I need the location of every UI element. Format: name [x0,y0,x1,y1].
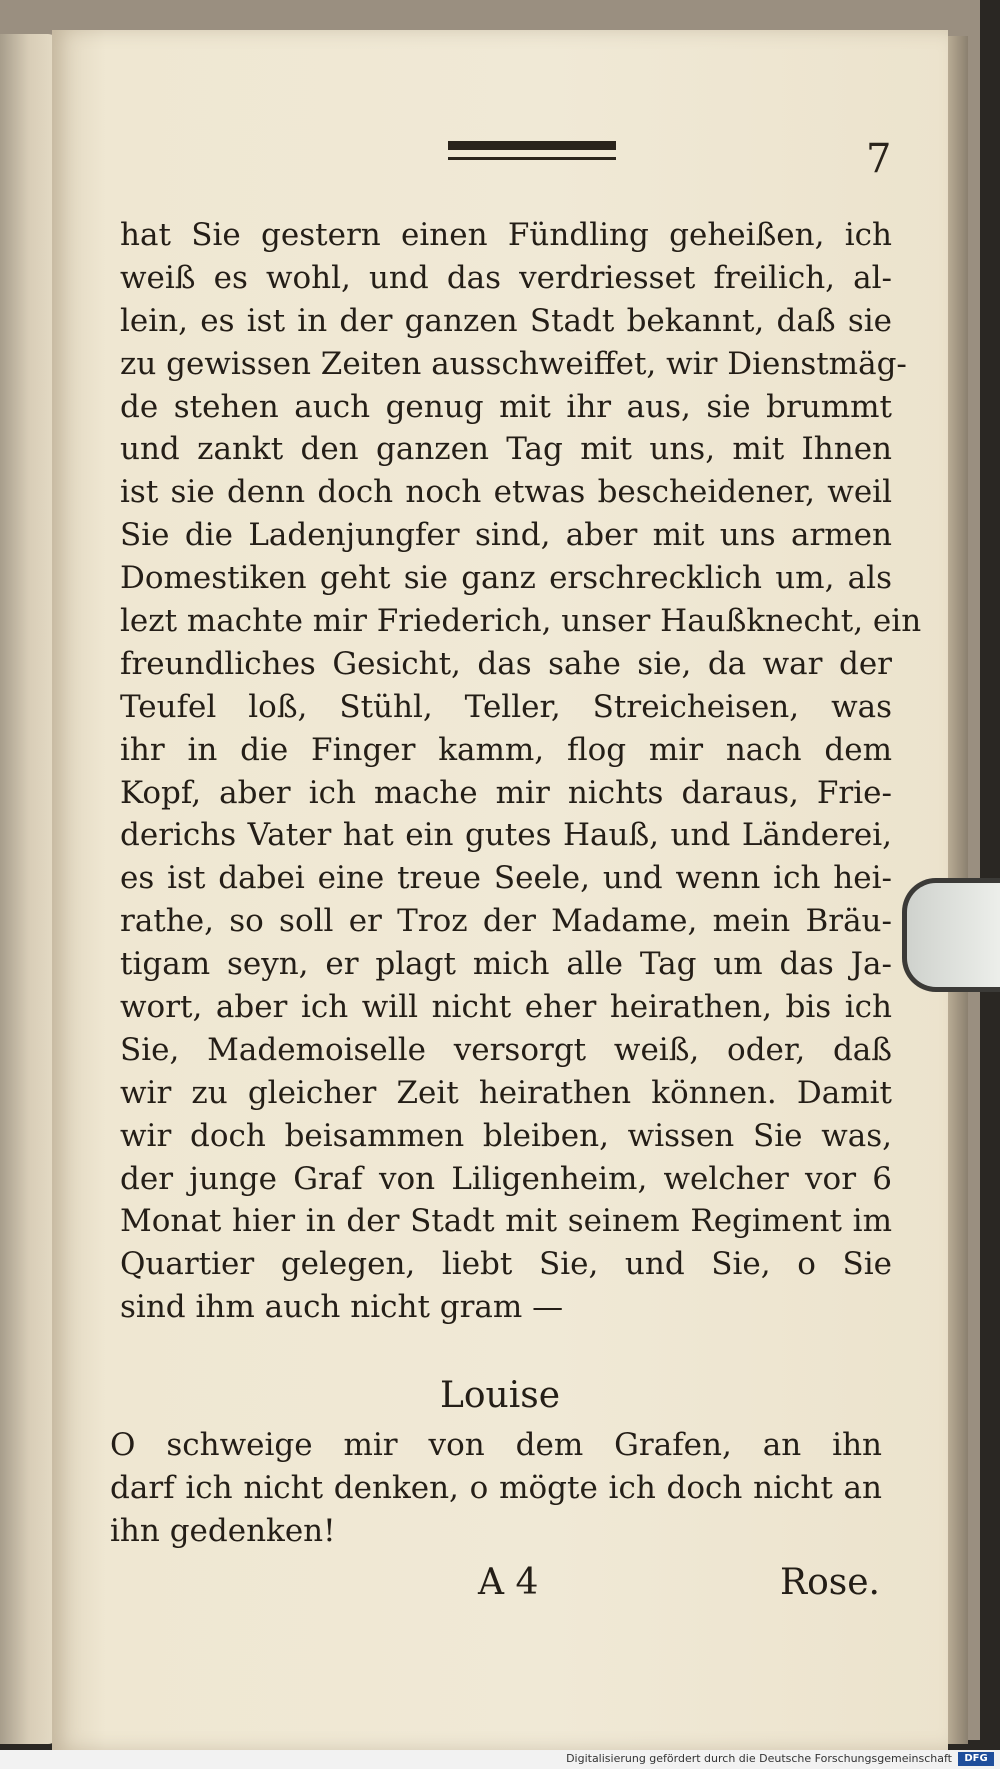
text-line: es ist dabei eine treue Seele, und wenn ich hei- [120,860,892,897]
text-line: Teufel loß, Stühl, Teller, Streicheisen, was [120,688,892,725]
text-line: wort, aber ich will nicht eher heirathen, bis ich [120,989,892,1026]
text-line: wir doch beisammen bleiben, wissen Sie was, [120,1117,892,1154]
text-line: lezt machte mir Friederich, unser Haußknecht, ein [120,603,922,640]
text-line: Monat hier in der Stadt mit seinem Regiment im [120,1203,892,1240]
speech-line: darf ich nicht denken, o mögte ich doch nicht an [110,1469,882,1506]
bookmark-clip [902,878,1000,992]
text-line: Quartier gelegen, liebt Sie, und Sie, o Sie [120,1246,892,1283]
text-line: wir zu gleicher Zeit heirathen können. Damit [120,1074,892,1111]
text-line: ist sie denn doch noch etwas bescheidener, weil [120,474,892,511]
signature-mark: A 4 [478,1562,539,1603]
text-line: Sie die Ladenjungfer sind, aber mit uns armen [120,517,892,554]
digitization-credit: Digitalisierung gefördert durch die Deutsche Forschungsgemeinschaft [566,1752,952,1765]
text-line: freundliches Gesicht, das sahe sie, da war der [120,645,892,682]
speaker-name: Louise [439,1375,561,1416]
text-line: lein, es ist in der ganzen Stadt bekannt, daß sie [120,302,892,339]
speech-line: O schweige mir von dem Grafen, an ihn [110,1427,882,1463]
page-number: 7 [866,136,892,182]
text-line: ihr in die Finger kamm, flog mir nach dem [120,731,892,768]
text-line: und zankt den ganzen Tag mit uns, mit Ihnen [120,431,892,468]
text-line: tigam seyn, er plagt mich alle Tag um das Ja- [120,946,892,983]
text-line: de stehen auch genug mit ihr aus, sie brummt [120,388,892,425]
text-line: weiß es wohl, und das verdriesset freilich, al- [120,259,892,296]
speech-text [110,1424,882,1553]
speech-line: ihn gedenken! [110,1512,336,1549]
text-line: zu gewissen Zeiten ausschweiffet, wir Dienstmäg- [120,345,907,382]
header-ornament-rule [448,141,616,160]
left-page-edge [0,34,58,1744]
text-line: rathe, so soll er Troz der Madame, mein Bräu- [120,903,892,940]
text-line: derichs Vater hat ein gutes Hauß, und Länderei, [120,817,892,854]
text-line: hat Sie gestern einen Fündling geheißen, ich [120,217,892,253]
catchword: Rose. [780,1562,881,1603]
text-line: Domestiken geht sie ganz erschrecklich um, als [120,560,892,597]
dfg-logo: DFG [958,1752,994,1766]
text-line: sind ihm auch nicht gram — [120,1289,564,1326]
text-line: Kopf, aber ich mache mir nichts daraus, Frie- [120,774,892,811]
body-text [120,214,922,1329]
text-line: der junge Graf von Liligenheim, welcher vor 6 [120,1160,892,1197]
text-line: Sie, Mademoiselle versorgt weiß, oder, daß [120,1031,892,1068]
